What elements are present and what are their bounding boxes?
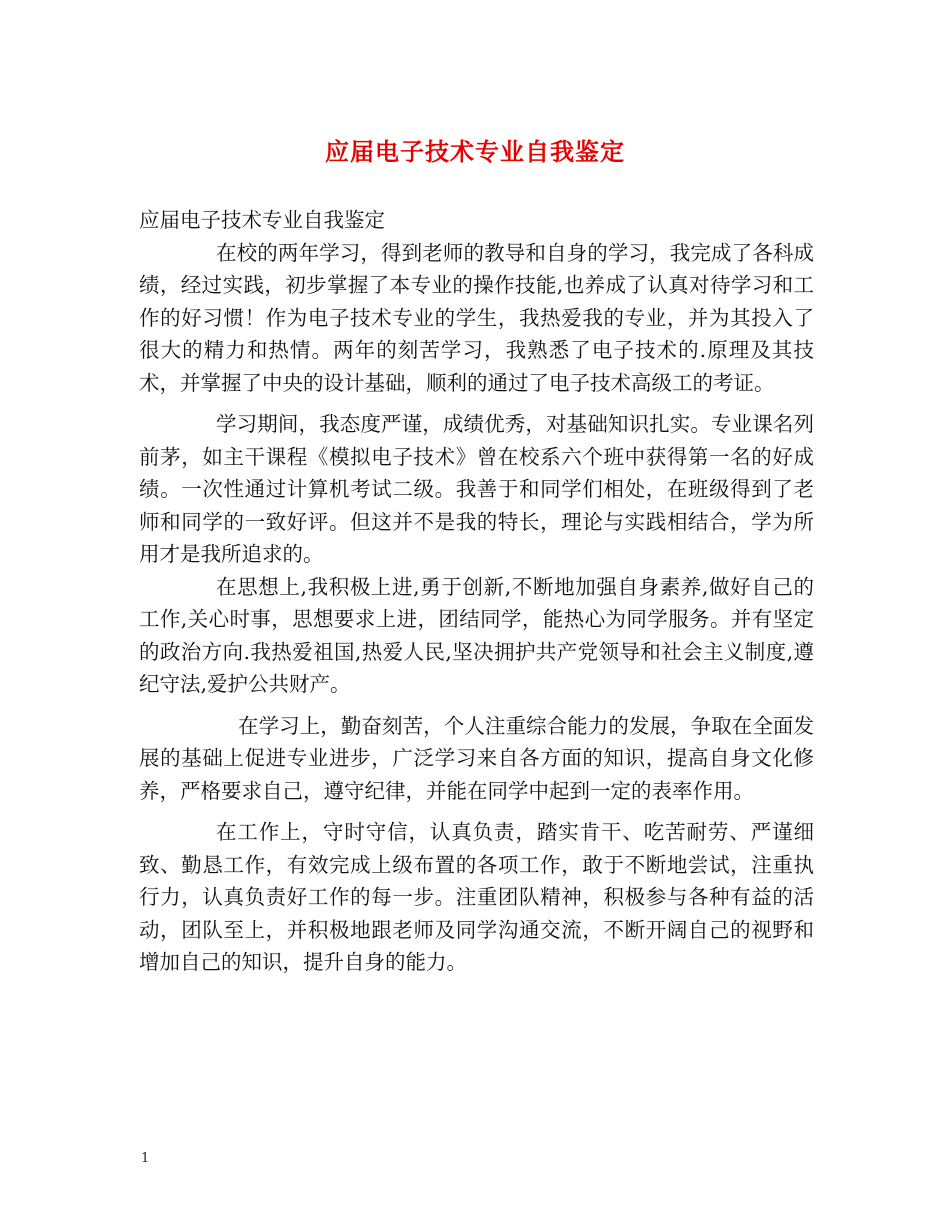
paragraph-learning: 在学习上，勤奋刻苦，个人注重综合能力的发展，争取在全面发展的基础上促进专业进步，广泛学习来自各方面的知识，提高自身文化修养，严格要求自己，遵守纪律，并能在同学中起到一定的表率作用。 <box>139 713 814 803</box>
paragraph-ideology: 在思想上,我积极上进,勇于创新,不断地加强自身素养,做好自己的工作,关心时事，思想要求上进，团结同学，能热心为同学服务。并有坚定的政治方向.我热爱祖国,热爱人民,坚决拥护共产党领导和社会主义制度,遵纪守法,爱护公共财产。 <box>139 574 814 696</box>
document-title: 应届电子技术专业自我鉴定 <box>325 137 625 166</box>
document-body <box>139 204 814 979</box>
paragraph-study: 在校的两年学习，得到老师的教导和自身的学习，我完成了各科成绩，经过实践，初步掌握了本专业的操作技能,也养成了认真对待学习和工作的好习惯！作为电子技术专业的学生，我热爱我的专业，并为其投入了很大的精力和热情。两年的刻苦学习，我熟悉了电子技术的.原理及其技术，并掌握了中央的设计基础，顺利的通过了电子技术高级工的考证。 <box>139 240 814 395</box>
paragraph-work: 在工作上，守时守信，认真负责，踏实肯干、吃苦耐劳、严谨细致、勤恳工作，有效完成上级布置的各项工作，敢于不断地尝试，注重执行力，认真负责好工作的每一步。注重团队精神，积极参与各种有益的活动，团队至上，并积极地跟老师及同学沟通交流，不断开阔自己的视野和增加自己的知识，提升自身的能力。 <box>139 820 814 974</box>
document-subtitle: 应届电子技术专业自我鉴定 <box>139 208 385 232</box>
page-number: 1 <box>141 1151 150 1166</box>
paragraph-academic-period: 学习期间，我态度严谨，成绩优秀，对基础知识扎实。专业课名列前茅，如主干课程《模拟电子技术》曾在校系六个班中获得第一名的好成绩。一次性通过计算机考试二级。我善于和同学们相处，在班级得到了老师和同学的一致好评。但这并不是我的特长，理论与实践相结合，学为所用才是我所追求的。 <box>139 412 814 566</box>
